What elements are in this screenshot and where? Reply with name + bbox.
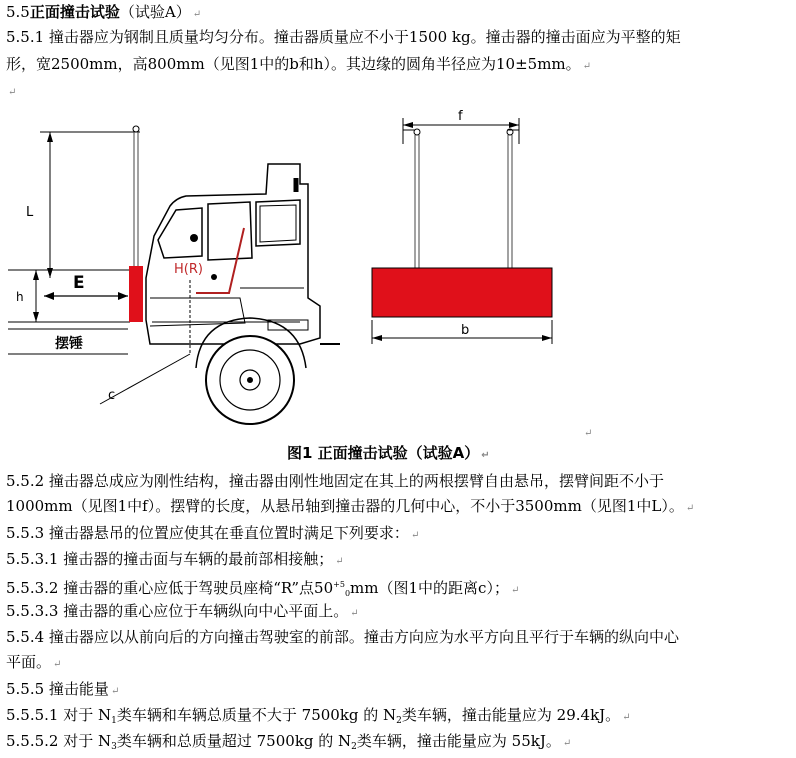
paragraph-mark-icon: ↵ <box>584 428 593 439</box>
blank-line <box>6 80 16 103</box>
paragraph-mark-icon: ↵ <box>562 738 572 749</box>
impactor-side-view <box>129 266 143 322</box>
truck-cab-drawing <box>146 164 320 344</box>
side-impactor <box>129 126 143 322</box>
paragraph-mark-icon: ↵ <box>582 61 592 72</box>
paragraph-5-5-1-line2: 形，宽2500mm，高800mm（见图1中的b和h）。其边缘的圆角半径应为10±5mm。 ↵ <box>6 55 592 73</box>
label-c: c <box>108 388 116 403</box>
figure-caption: 图1 正面撞击试验（试验A） ↵ <box>287 444 490 462</box>
front-wheel <box>196 318 340 424</box>
front-impactor <box>372 109 552 344</box>
paragraph-5-5-2-line1: 5.5.2 撞击器总成应为刚性结构，撞击器由刚性地固定在其上的两根摆臂自由悬吊，摆臂间距不小于 <box>6 472 664 490</box>
label-b: b <box>461 323 470 338</box>
paragraph-5-5-5-1: 5.5.5.1 对于 $N_1$类车辆和车辆总质量不大于 7500kg 的 $N_2$类车辆，撞击能量应为 29.4kJ。 ↵ <box>6 706 631 726</box>
pendulum-label-group <box>8 329 128 354</box>
section-subtitle: （试验A） <box>119 3 191 21</box>
section-title: 正面撞击试验 <box>29 3 120 21</box>
paragraph-mark-icon: ↵ <box>510 585 520 596</box>
label-f: f <box>458 109 463 124</box>
label-E: E <box>73 273 85 293</box>
paragraph-mark-icon: ↵ <box>685 503 695 514</box>
impactor-front-view <box>372 268 552 317</box>
paragraph-mark-icon: ↵ <box>481 450 490 461</box>
paragraph-5-5-5-2: 5.5.5.2 对于 $N_3$类车辆和总质量超过 7500kg 的 $N_2$类车辆，撞击能量应为 55kJ。 ↵ <box>6 732 572 752</box>
label-HR: H(R) <box>174 262 203 277</box>
label-h: h <box>16 290 24 304</box>
paragraph-mark-icon: ↵ <box>110 686 120 697</box>
paragraph-mark-icon: ↵ <box>192 9 202 20</box>
paragraph-5-5-2-line2: 1000mm（见图1中f）。摆臂的长度，从悬吊轴到撞击器的几何中心，不小于3500mm（见图1中L）。 ↵ <box>6 497 695 515</box>
paragraph-5-5-3-1: 5.5.3.1 撞击器的撞击面与车辆的最前部相接触； ↵ <box>6 550 344 568</box>
paragraph-5-5-3: 5.5.3 撞击器悬吊的位置应使其在垂直位置时满足下列要求： ↵ <box>6 524 420 542</box>
paragraph-5-5-4-line1: 5.5.4 撞击器应以从前向后的方向撞击驾驶室的前部。撞击方向应为水平方向且平行于车辆的纵向中心 <box>6 628 679 646</box>
label-L: L <box>26 205 34 220</box>
paragraph-5-5-1-line1: 5.5.1 撞击器应为钢制且质量均匀分布。撞击器质量应不小于1500 kg。撞击器的撞击面应为平整的矩 <box>6 28 681 46</box>
paragraph-5-5-5: 5.5.5 撞击能量 ↵ <box>6 680 120 698</box>
paragraph-5-5-3-3: 5.5.3.3 撞击器的重心应位于车辆纵向中心平面上。 ↵ <box>6 602 359 620</box>
dimension-E <box>8 270 130 300</box>
dimension-L <box>26 132 140 278</box>
paragraph-mark-icon: ↵ <box>53 659 62 670</box>
paragraph-mark-icon: ↵ <box>350 608 359 619</box>
paragraph-mark-icon: ↵ <box>410 530 420 541</box>
section-number: 5.5 <box>6 3 30 21</box>
paragraph-mark-icon: ↵ <box>8 87 17 98</box>
paragraph-5-5-3-2: 5.5.3.2 撞击器的重心应低于驾驶员座椅“R”点$50^{+5}_0mm$（图1中的距离c）； ↵ <box>6 579 520 598</box>
paragraph-mark-icon: ↵ <box>622 712 631 723</box>
label-pendulum: 摆锤 <box>55 336 83 352</box>
paragraph-5-5-4-line2: 平面。 ↵ <box>6 653 62 671</box>
crash-test-figure <box>0 108 796 438</box>
paragraph-mark-icon: ↵ <box>335 556 344 567</box>
section-heading <box>6 2 201 25</box>
